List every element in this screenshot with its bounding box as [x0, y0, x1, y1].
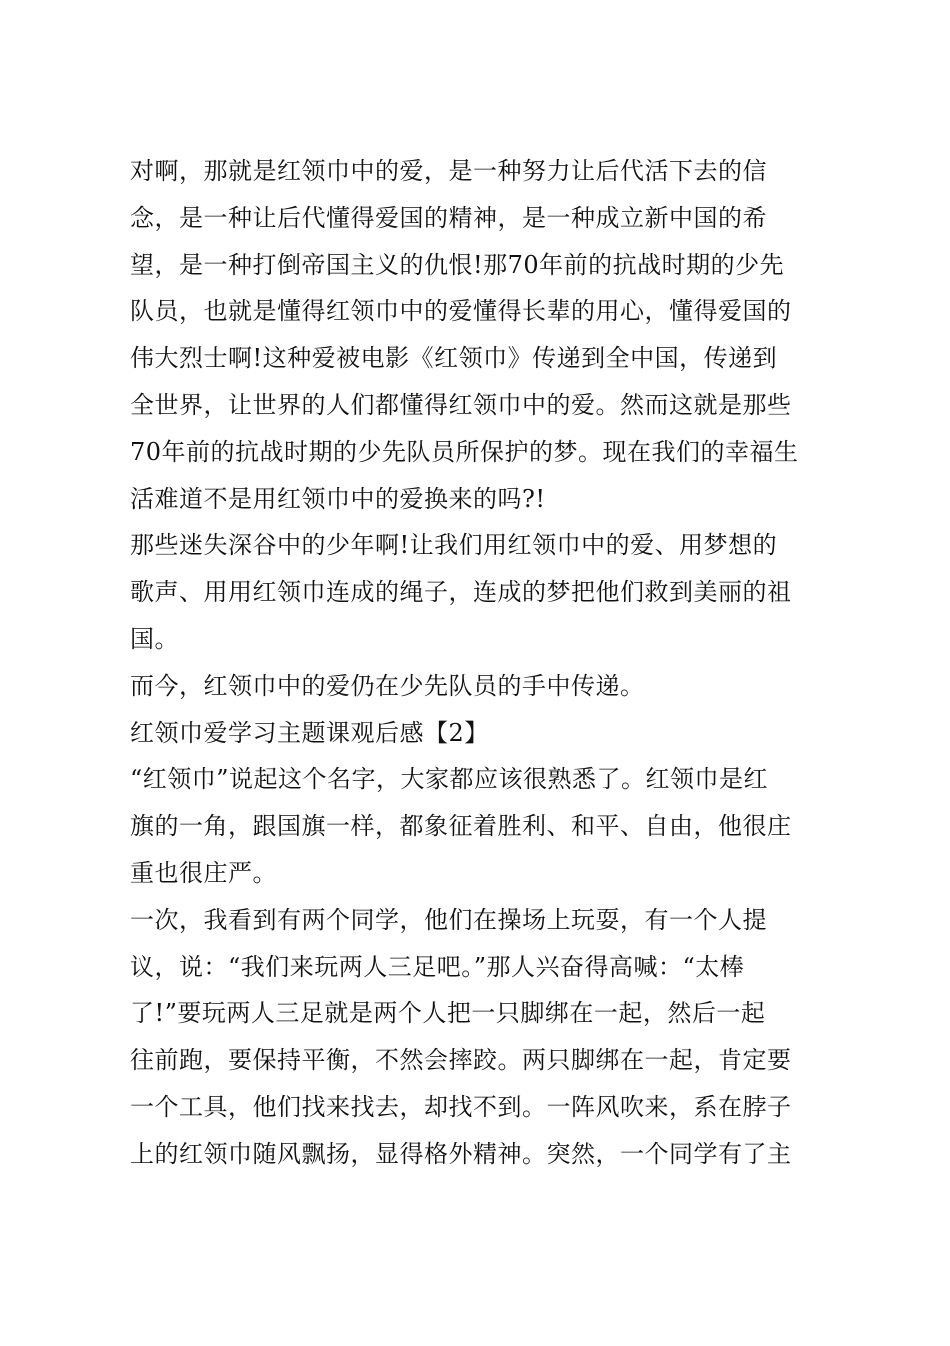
text-line: 70年前的抗战时期的少先队员所保护的梦。现在我们的幸福生 [130, 437, 799, 466]
text-line: 全世界，让世界的人们都懂得红领巾中的爱。然而这就是那些 [130, 390, 792, 419]
text-line: 伟大烈士啊!这种爱被电影《红领巾》传递到全中国，传递到 [130, 344, 778, 373]
text-line: 歌声、用用红领巾连成的绳子，连成的梦把他们救到美丽的祖 [130, 578, 792, 607]
text-line: 旗的一角，跟国旗一样，都象征着胜利、和平、自由，他很庄 [130, 812, 792, 841]
text-line: 一个工具，他们找来找去，却找不到。一阵风吹来，系在脖子 [130, 1092, 792, 1121]
text-line: 一次，我看到有两个同学，他们在操场上玩耍，有一个人提 [130, 905, 767, 934]
text-line: 了!”要玩两人三足就是两个人把一只脚绑在一起，然后一起 [130, 999, 766, 1028]
text-line: 国。 [130, 624, 179, 653]
text-line: “红领巾”说起这个名字，大家都应该很熟悉了。红领巾是红 [130, 765, 769, 794]
text-line: 队员，也就是懂得红领巾中的爱懂得长辈的用心，懂得爱国的 [130, 297, 792, 326]
text-line: 往前跑，要保持平衡，不然会摔跤。两只脚绑在一起，肯定要 [130, 1046, 792, 1075]
text-line: 活难道不是用红领巾中的爱换来的吗?! [130, 484, 546, 513]
text-line: 而今，红领巾中的爱仍在少先队员的手中传递。 [130, 671, 645, 700]
text-line: 重也很庄严。 [130, 858, 277, 887]
text-line: 上的红领巾随风飘扬，显得格外精神。突然，一个同学有了主 [130, 1139, 792, 1168]
text-line: 望，是一种打倒帝国主义的仇恨!那70年前的抗战时期的少先 [130, 250, 785, 279]
text-line: 议，说：“我们来玩两人三足吧。”那人兴奋得高喊：“太棒 [130, 952, 745, 981]
section-heading: 红领巾爱学习主题课观后感【2】 [130, 718, 489, 747]
text-line: 念，是一种让后代懂得爱国的精神，是一种成立新中国的希 [130, 203, 767, 232]
text-line: 对啊，那就是红领巾中的爱，是一种努力让后代活下去的信 [130, 157, 767, 185]
text-line: 那些迷失深谷中的少年啊!让我们用红领巾中的爱、用梦想的 [130, 531, 778, 560]
document-body [130, 148, 830, 1178]
